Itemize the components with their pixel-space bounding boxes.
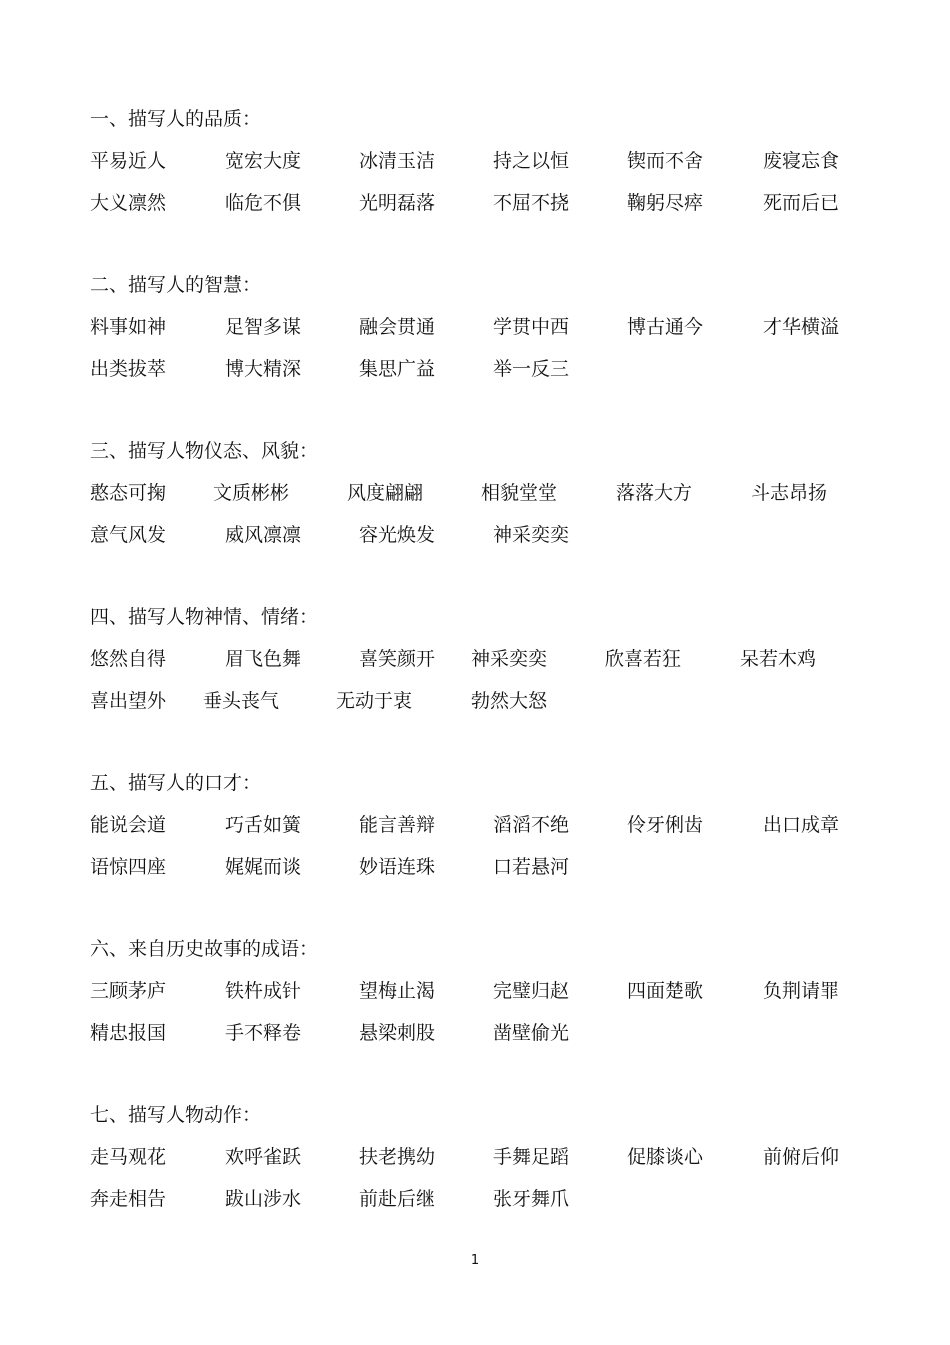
- idiom: 凿壁偷光: [493, 1022, 570, 1044]
- idiom: 欣喜若狂: [605, 648, 682, 670]
- idiom: 集思广益: [359, 358, 436, 380]
- idiom: 喜出望外: [90, 690, 167, 712]
- idiom: 出口成章: [763, 814, 840, 836]
- page-number: 1: [470, 1253, 480, 1268]
- section-heading: 二、描写人的智慧：: [90, 274, 262, 296]
- idiom-row: [90, 812, 890, 838]
- idiom: 光明磊落: [359, 192, 436, 214]
- section-heading: 六、来自历史故事的成语：: [90, 938, 319, 960]
- section-character-quality: [90, 106, 890, 216]
- idiom-row: [90, 314, 890, 340]
- idiom-row: [90, 854, 890, 880]
- idiom: 能言善辩: [359, 814, 436, 836]
- idiom: 勃然大怒: [471, 690, 548, 712]
- idiom: 相貌堂堂: [481, 482, 558, 504]
- section-actions: [90, 1102, 890, 1212]
- idiom: 跋山涉水: [225, 1188, 302, 1210]
- idiom: 才华横溢: [763, 316, 840, 338]
- idiom: 持之以恒: [493, 150, 570, 172]
- idiom: 威风凛凛: [225, 524, 302, 546]
- section-heading: 四、描写人物神情、情绪：: [90, 606, 319, 628]
- idiom: 呆若木鸡: [740, 648, 817, 670]
- section-expression-emotion: [90, 604, 890, 714]
- idiom: 意气风发: [90, 524, 167, 546]
- idiom: 语惊四座: [90, 856, 167, 878]
- idiom: 无动于衷: [336, 690, 413, 712]
- idiom: 废寝忘食: [763, 150, 840, 172]
- idiom: 学贯中西: [493, 316, 570, 338]
- idiom-row: [90, 978, 890, 1004]
- idiom: 博大精深: [225, 358, 302, 380]
- idiom: 憨态可掬: [90, 482, 167, 504]
- idiom-row: [90, 480, 890, 506]
- idiom-row: [90, 356, 890, 382]
- idiom: 精忠报国: [90, 1022, 167, 1044]
- idiom: 冰清玉洁: [359, 150, 436, 172]
- idiom: 伶牙俐齿: [627, 814, 704, 836]
- idiom-row: [90, 688, 890, 714]
- idiom: 完璧归赵: [493, 980, 570, 1002]
- idiom-row: [90, 1186, 890, 1212]
- idiom: 铁杵成针: [225, 980, 302, 1002]
- idiom: 奔走相告: [90, 1188, 167, 1210]
- idiom: 落落大方: [616, 482, 693, 504]
- idiom: 文质彬彬: [213, 482, 290, 504]
- section-historical-stories: [90, 936, 890, 1046]
- idiom: 悬梁刺股: [359, 1022, 436, 1044]
- idiom: 欢呼雀跃: [225, 1146, 302, 1168]
- idiom: 斗志昂扬: [751, 482, 828, 504]
- section-heading: 五、描写人的口才：: [90, 772, 262, 794]
- idiom: 三顾茅庐: [90, 980, 167, 1002]
- idiom-row: [90, 1020, 890, 1046]
- idiom: 神采奕奕: [471, 648, 548, 670]
- idiom: 负荆请罪: [763, 980, 840, 1002]
- section-heading: 七、描写人物动作：: [90, 1104, 262, 1126]
- idiom: 巧舌如簧: [225, 814, 302, 836]
- idiom: 望梅止渴: [359, 980, 436, 1002]
- idiom: 容光焕发: [359, 524, 436, 546]
- idiom: 博古通今: [627, 316, 704, 338]
- idiom: 促膝谈心: [627, 1146, 704, 1168]
- idiom: 风度翩翩: [347, 482, 424, 504]
- idiom: 手不释卷: [225, 1022, 302, 1044]
- idiom-row: [90, 522, 890, 548]
- idiom: 锲而不舍: [627, 150, 704, 172]
- idiom: 妙语连珠: [359, 856, 436, 878]
- idiom: 喜笑颜开: [359, 648, 436, 670]
- idiom: 眉飞色舞: [225, 648, 302, 670]
- idiom: 融会贯通: [359, 316, 436, 338]
- idiom: 神采奕奕: [493, 524, 570, 546]
- idiom: 前俯后仰: [763, 1146, 840, 1168]
- idiom: 宽宏大度: [225, 150, 302, 172]
- idiom-row: [90, 1144, 890, 1170]
- idiom-row: [90, 148, 890, 174]
- section-heading: 一、描写人的品质：: [90, 108, 262, 130]
- idiom: 举一反三: [493, 358, 570, 380]
- idiom: 前赴后继: [359, 1188, 436, 1210]
- idiom-row: [90, 646, 890, 672]
- idiom: 能说会道: [90, 814, 167, 836]
- idiom: 鞠躬尽瘁: [627, 192, 704, 214]
- section-wisdom: [90, 272, 890, 382]
- idiom: 出类拔萃: [90, 358, 167, 380]
- idiom: 垂头丧气: [203, 690, 280, 712]
- idiom: 四面楚歌: [627, 980, 704, 1002]
- section-eloquence: [90, 770, 890, 880]
- section-heading: 三、描写人物仪态、风貌：: [90, 440, 319, 462]
- idiom: 扶老携幼: [359, 1146, 436, 1168]
- idiom: 料事如神: [90, 316, 167, 338]
- section-appearance: [90, 438, 890, 548]
- idiom: 平易近人: [90, 150, 167, 172]
- idiom: 临危不俱: [225, 192, 302, 214]
- idiom: 走马观花: [90, 1146, 167, 1168]
- idiom: 悠然自得: [90, 648, 167, 670]
- idiom: 张牙舞爪: [493, 1188, 570, 1210]
- idiom: 不屈不挠: [493, 192, 570, 214]
- idiom: 口若悬河: [493, 856, 570, 878]
- idiom-row: [90, 190, 890, 216]
- idiom: 娓娓而谈: [225, 856, 302, 878]
- idiom: 手舞足蹈: [493, 1146, 570, 1168]
- idiom: 滔滔不绝: [493, 814, 570, 836]
- idiom: 足智多谋: [225, 316, 302, 338]
- idiom: 死而后已: [763, 192, 840, 214]
- idiom: 大义凛然: [90, 192, 167, 214]
